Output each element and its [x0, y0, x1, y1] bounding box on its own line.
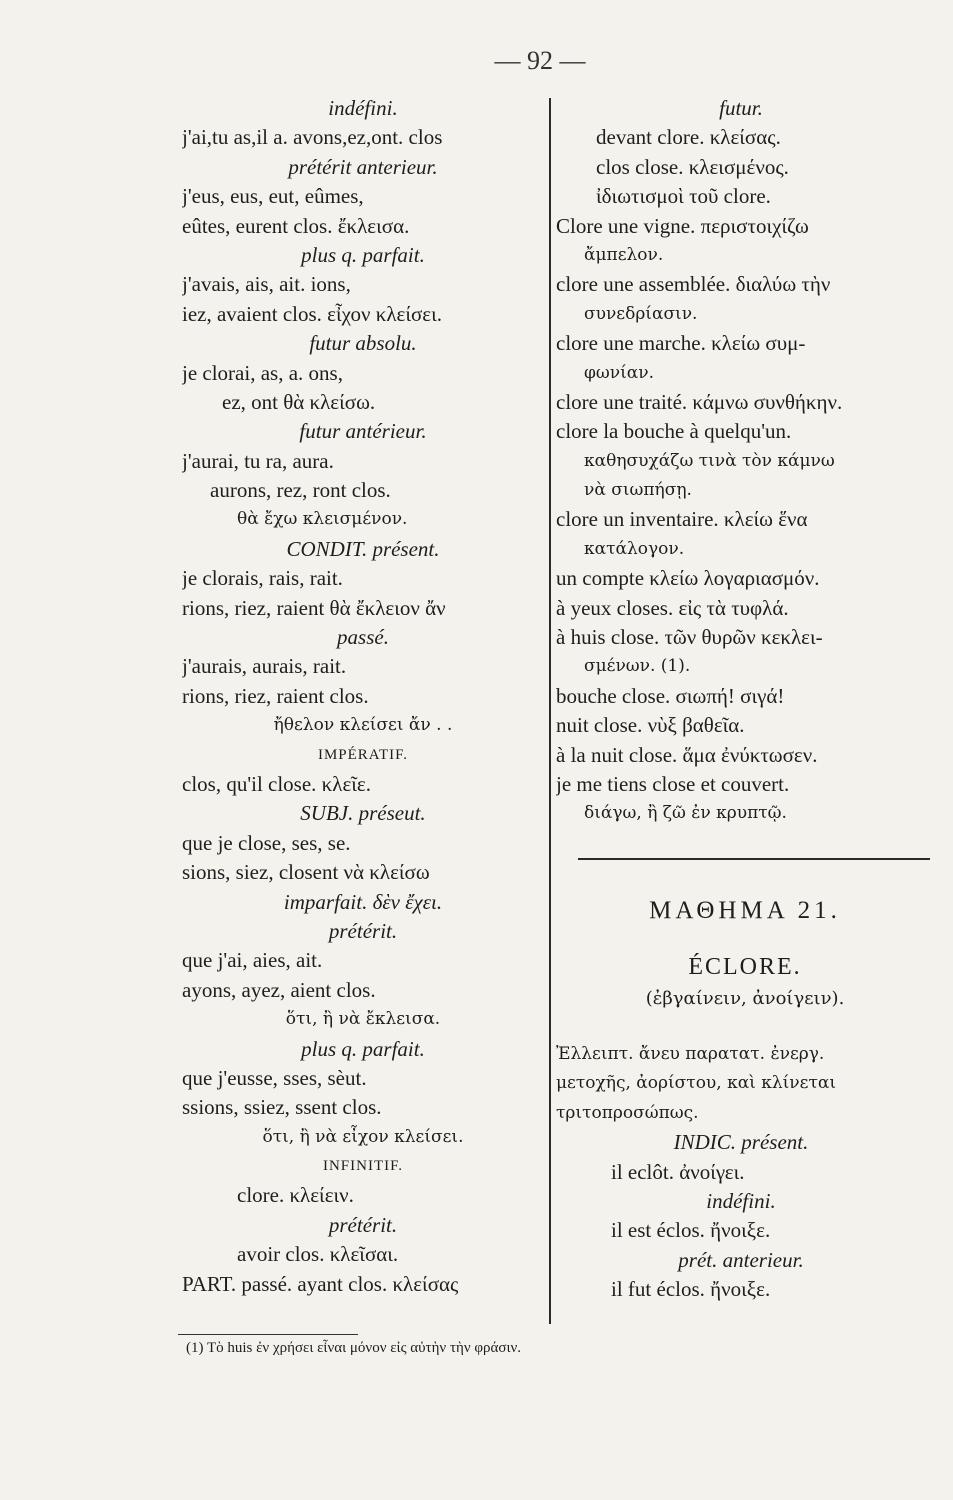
left-column-line: rions, riez, raient clos. [182, 683, 369, 708]
left-column-line: clos, qu'il close. κλεῖε. [182, 771, 371, 796]
left-column-line: ayons, ayez, aient clos. [182, 977, 376, 1002]
left-column-line: ὅτι, ἢ νὰ εἶχον κλείσει. [262, 1126, 464, 1147]
left-column-line: imparfait. δὲν ἔχει. [283, 889, 443, 914]
left-column-line: futur antérieur. [299, 419, 427, 444]
left-column-line: IMPÉRATIF. [317, 746, 409, 763]
right-column-line: σμένων. (1). [584, 656, 691, 677]
lesson-title: ΜΑΘΗΜΑ 21. [649, 897, 841, 924]
left-column-line: ἤθελον κλείσει ἄν . . [273, 715, 453, 736]
lesson-conjugation-line: indéfini. [706, 1188, 776, 1213]
right-column-line: nuit close. νὺξ βαθεῖα. [556, 713, 745, 738]
right-column-line: συνεδρίασιν. [584, 303, 698, 324]
right-column-line: Clore une vigne. περιστοιχίζω [556, 213, 809, 238]
lesson-verb: ÉCLORE. [688, 954, 802, 980]
left-column-line: avoir clos. κλεῖσαι. [237, 1242, 399, 1267]
lesson-conjugation-line: il eclôt. ἀνοίγει. [611, 1159, 745, 1184]
left-column-line: θὰ ἔχω κλεισμένον. [237, 509, 408, 530]
right-column-line: διάγω, ἢ ζῶ ἐν κρυπτῷ. [584, 803, 787, 824]
left-column-line: futur absolu. [309, 331, 417, 356]
footnote: (1) Τὸ huis ἐν χρήσει εἶναι μόνον εἰς αὐτὴν τὴν φράσιν. [186, 1340, 522, 1356]
left-column-line: j'aurais, aurais, rait. [182, 654, 347, 679]
right-column-line: clore un inventaire. κλείω ἕνα [556, 507, 808, 532]
lesson-conjugation-line: Ἐλλειπτ. ἄνευ παρατατ. ἐνεργ. [556, 1044, 825, 1064]
page-number: — 92 — [494, 46, 586, 75]
right-column-line: καθησυχάζω τινὰ τὸν κάμνω [584, 450, 835, 471]
right-column-line: à huis close. τῶν θυρῶν κεκλει- [556, 625, 823, 650]
right-column-line: clos close. κλεισμένος. [596, 154, 789, 179]
lesson-conjugation-line: il fut éclos. ἤνοιξε. [611, 1277, 771, 1302]
left-column-line: plus q. parfait. [301, 242, 425, 267]
section-divider [578, 858, 930, 860]
left-column-line: passé. [337, 625, 389, 650]
left-column-line: j'eus, eus, eut, eûmes, [182, 184, 364, 209]
right-column-line: un compte κλείω λογαριασμόν. [556, 566, 820, 591]
left-column-line: SUBJ. préseut. [300, 801, 426, 826]
lesson-conjugation-line: prét. anterieur. [678, 1247, 804, 1272]
left-column [182, 94, 544, 1299]
left-column-line: prétérit anterieur. [288, 154, 438, 179]
left-column-line: ez, ont θὰ κλείσω. [222, 389, 376, 414]
left-column-line: j'ai,tu as,il a. avons,ez,ont. clos [182, 125, 443, 150]
lesson-conjugation-line: τριτοπροσώπως. [556, 1102, 699, 1123]
left-column-line: rions, riez, raient θὰ ἔκλειον ἄν [182, 595, 446, 620]
left-column-line: ὅτι, ἢ νὰ ἔκλεισα. [285, 1009, 441, 1030]
right-column-line: ἰδιωτισμοὶ τοῦ clore. [596, 184, 771, 209]
left-column-line: PART. passé. ayant clos. κλείσας [182, 1271, 459, 1296]
left-column-line: que je close, ses, se. [182, 830, 351, 855]
column-divider [549, 98, 551, 1324]
left-column-line: iez, avaient clos. εἶχον κλείσει. [182, 301, 443, 326]
right-column-line: clore une assemblée. διαλύω τὴν [556, 272, 831, 297]
right-column-line: clore la bouche à quelqu'un. [556, 419, 792, 444]
right-column-line: φωνίαν. [584, 362, 654, 383]
right-column-line: je me tiens close et couvert. [556, 771, 790, 796]
right-column [556, 94, 926, 829]
right-column-line: à yeux closes. εἰς τὰ τυφλά. [556, 595, 789, 620]
left-column-line: prétérit. [328, 1212, 398, 1237]
right-column-line: à la nuit close. ἅμα ἐνύκτωσεν. [556, 742, 818, 767]
left-column-line: CONDIT. présent. [286, 536, 440, 561]
left-column-line: prétérit. [328, 918, 398, 943]
right-column-line: futur. [719, 96, 763, 120]
left-column-line: que j'eusse, sses, sèut. [182, 1065, 367, 1090]
left-column-line: ssions, ssiez, ssent clos. [182, 1095, 382, 1120]
left-column-line: eûtes, eurent clos. ἔκλεισα. [182, 213, 410, 238]
left-column-line: clore. κλείειν. [237, 1183, 354, 1208]
lesson-conjugation-line: μετοχῆς, ἀορίστου, καὶ κλίνεται [556, 1073, 837, 1094]
left-column-line: INFINITIF. [322, 1158, 404, 1175]
right-column-line: ἄμπελον. [584, 244, 664, 265]
left-column-line: que j'ai, aies, ait. [182, 948, 323, 973]
lesson-conjugation [556, 1040, 926, 1305]
left-column-line: j'aurai, tu ra, aura. [182, 448, 334, 473]
left-column-line: aurons, rez, ront clos. [210, 478, 391, 503]
left-column-line: je clorais, rais, rait. [182, 566, 343, 591]
left-column-line: plus q. parfait. [301, 1036, 425, 1061]
right-column-line: devant clore. κλείσας. [596, 125, 781, 150]
left-column-line: je clorai, as, a. ons, [182, 360, 343, 385]
left-column-line: j'avais, ais, ait. ions, [182, 272, 351, 297]
right-column-line: νὰ σιωπήσῃ. [584, 480, 692, 501]
lesson-conjugation-line: INDIC. présent. [673, 1130, 809, 1155]
right-column-line: clore une traité. κάμνω συνθήκην. [556, 389, 843, 414]
right-column-line: κατάλογον. [584, 538, 685, 559]
right-column-line: bouche close. σιωπή! σιγά! [556, 683, 785, 708]
right-column-line: clore une marche. κλείω συμ- [556, 331, 806, 356]
left-column-line: indéfini. [328, 96, 398, 120]
lesson-conjugation-line: il est éclos. ἤνοιξε. [611, 1218, 771, 1243]
left-column-line: sions, siez, closent νὰ κλείσω [182, 860, 430, 885]
lesson-verb-greek: (ἐβγαίνειν, ἀνοίγειν). [645, 988, 845, 1009]
footnote-rule [178, 1334, 358, 1335]
